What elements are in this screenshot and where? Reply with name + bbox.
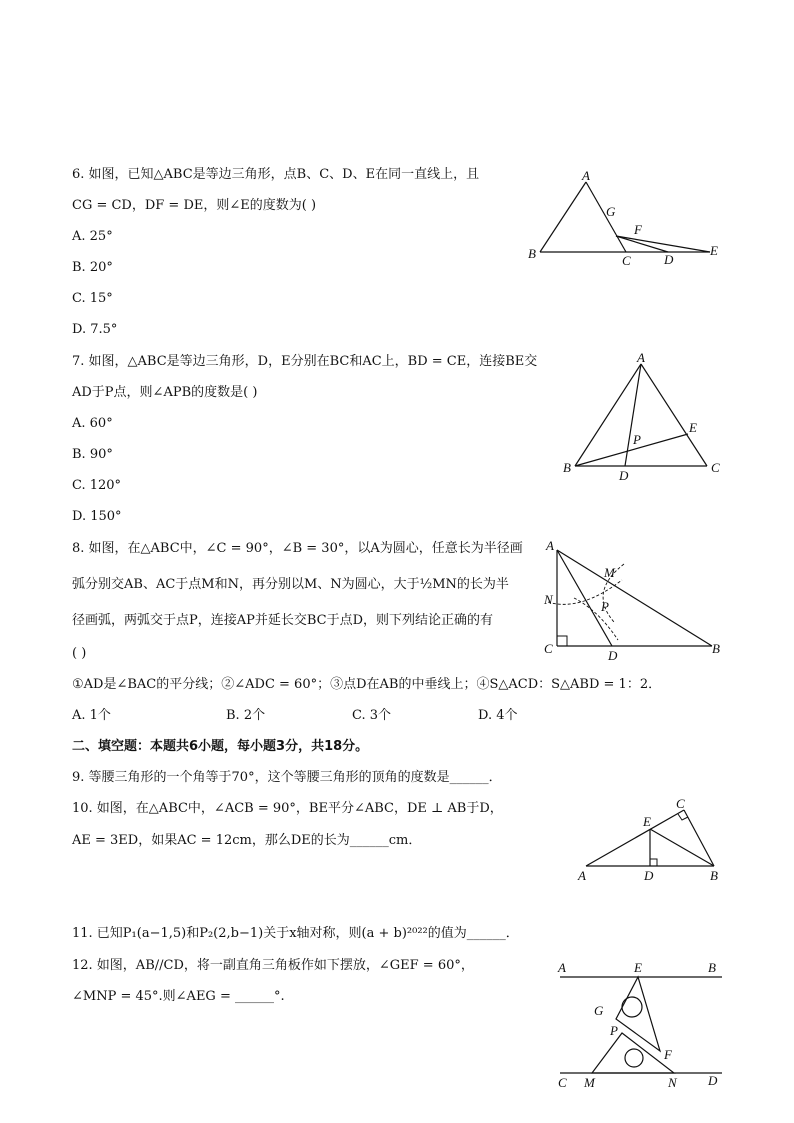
q10-label-e: E [643,814,651,829]
q7-label-b: B [563,460,571,475]
q8-figure [540,540,725,665]
q7-label-d: D [619,468,629,483]
q7-option-c: C. 120° [72,478,122,493]
q10-line1: 10. 如图，在△ABC中，∠ACB = 90°，BE平分∠ABC，DE ⊥ AB于D， [72,801,503,816]
q10-figure [572,796,732,891]
q12-label-e: E [634,960,642,975]
q8-label-n: N [544,592,553,607]
q7-line2: AD于P点，则∠APB的度数是( ) [72,385,258,400]
q7-line1: 7. 如图，△ABC是等边三角形，D，E分别在BC和AC上，BD = CE，连接BE交 [72,354,538,369]
q7-option-d: D. 150° [72,509,122,524]
q8-label-d: D [608,648,618,663]
q10-label-d: D [644,868,654,883]
q6-label-d: D [664,252,674,267]
q8-option-c: C. 3个 [352,708,392,723]
q12-line1: 12. 如图，AB//CD，将一副直角三角板作如下摆放，∠GEF = 60°， [72,958,474,973]
q10-label-a: A [578,868,586,883]
q8-label-c: C [544,641,553,656]
q12-triangle-gef [616,977,660,1051]
q7-label-e: E [689,420,697,435]
q8-option-b: B. 2个 [226,708,266,723]
q12-triangle-gef-hole [622,997,642,1017]
q10-right-angle-d [650,859,657,866]
q12-label-g: G [594,1003,604,1018]
q6-line2: CG = CD，DF = DE，则∠E的度数为( ) [72,198,317,213]
q8-statements: ①AD是∠BAC的平分线；②∠ADC = 60°；③点D在AB的中垂线上；④S△ACD：S△ABD = 1：2． [72,677,662,692]
q7-label-c: C [711,460,720,475]
q12-line2: ∠MNP = 45°.则∠AEG = ______°. [72,989,285,1004]
q6-line1: 6. 如图，已知△ABC是等边三角形，点B、C、D、E在同一直线上，且 [72,167,480,182]
q12-label-c: C [558,1075,567,1090]
q6-option-b: B. 20° [72,260,113,275]
q12-label-n: N [668,1075,677,1090]
q6-label-f: F [634,222,642,237]
q8-option-a: A. 1个 [72,708,111,723]
q8-line2: 弧分别交AB、AC于点M和N，再分别以M、N为圆心，大于½MN的长为半 [72,577,509,592]
q6-option-d: D. 7.5° [72,322,118,337]
q12-label-d: D [708,1073,718,1088]
q10-line-ac [586,810,684,866]
q12-label-p: P [610,1023,618,1038]
q12-label-a: A [558,960,566,975]
q12-figure [552,955,732,1095]
q7-label-p: P [633,432,641,447]
q8-right-angle [557,636,567,646]
q12-label-m: M [584,1075,595,1090]
q6-figure [520,160,730,270]
q12-triangle-mnp-hole [625,1049,643,1067]
q11-text: 11. 已知P₁(a−1,5)和P₂(2,b−1)关于x轴对称，则(a + b)²⁰²²的值为______． [72,926,519,941]
q6-label-e: E [710,243,718,258]
q8-line4: ( ) [72,646,87,661]
q6-option-a: A. 25° [72,229,113,244]
section-2-heading: 二、填空题：本题共6小题，每小题3分，共18分。 [72,739,369,754]
q6-label-b: B [528,246,536,261]
q10-label-b: B [710,868,718,883]
q10-line2: AE = 3ED，如果AC = 12cm，那么DE的长为______cm． [72,833,422,848]
q8-label-b: B [712,641,720,656]
q6-line-ab [540,182,586,252]
q7-option-a: A. 60° [72,416,113,431]
q6-label-g: G [606,204,616,219]
q9-text: 9. 等腰三角形的一个角等于70°，这个等腰三角形的顶角的度数是______． [72,770,502,785]
q8-line3: 径画弧，两弧交于点P，连接AP并延长交BC于点D，则下列结论正确的有 [72,613,494,628]
q10-label-c: C [676,796,685,811]
q8-label-a: A [546,538,554,553]
q6-label-c: C [622,253,631,268]
q8-line1: 8. 如图，在△ABC中，∠C = 90°，∠B = 30°，以A为圆心，任意长为半径画 [72,541,523,556]
q12-label-f: F [664,1047,672,1062]
q7-option-b: B. 90° [72,447,113,462]
q7-line-ac [641,364,707,466]
q8-option-d: D. 4个 [478,708,518,723]
q7-figure [555,348,735,483]
q6-label-a: A [582,168,590,183]
q6-line-ge [616,236,710,252]
q8-label-p: P [601,599,609,614]
q7-label-a: A [637,350,645,365]
q12-label-b: B [708,960,716,975]
q8-line-ab [557,550,712,646]
q6-option-c: C. 15° [72,291,113,306]
q8-label-m: M [604,565,615,580]
